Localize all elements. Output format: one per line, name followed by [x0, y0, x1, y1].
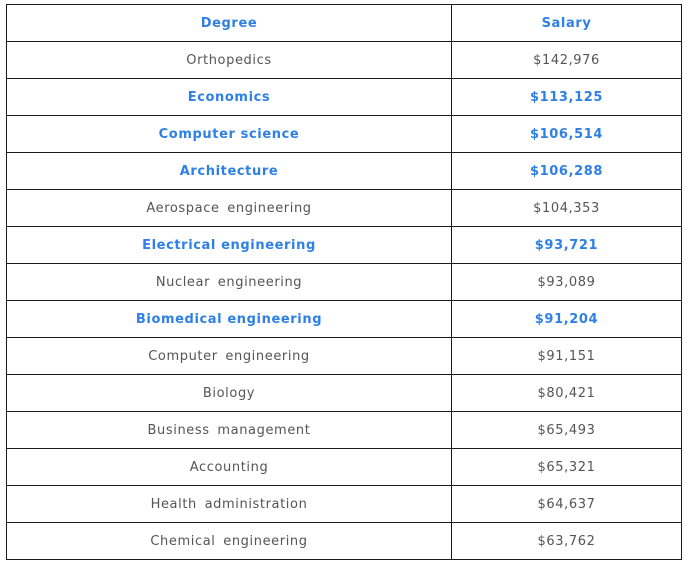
table-row	[7, 523, 682, 560]
table-row	[7, 375, 682, 412]
salary-cell: $91,151	[452, 338, 682, 375]
salary-cell: $104,353	[452, 190, 682, 227]
table-row	[7, 116, 682, 153]
degree-cell: Biology	[7, 375, 452, 412]
degree-cell: Business management	[7, 412, 452, 449]
table-header	[7, 5, 682, 42]
salary-cell: $80,421	[452, 375, 682, 412]
degree-cell: Computer engineering	[7, 338, 452, 375]
salary-cell: $93,089	[452, 264, 682, 301]
table-row	[7, 227, 682, 264]
table-row	[7, 449, 682, 486]
table-row	[7, 153, 682, 190]
salary-cell: $93,721	[452, 227, 682, 264]
table-row	[7, 412, 682, 449]
degree-cell: Biomedical engineering	[7, 301, 452, 338]
salary-cell: $63,762	[452, 523, 682, 560]
salary-cell: $113,125	[452, 79, 682, 116]
table-row	[7, 79, 682, 116]
degree-cell: Architecture	[7, 153, 452, 190]
salary-cell: $91,204	[452, 301, 682, 338]
table-row	[7, 486, 682, 523]
degree-cell: Health administration	[7, 486, 452, 523]
salary-cell: $65,321	[452, 449, 682, 486]
salary-cell: $106,288	[452, 153, 682, 190]
header-row	[7, 5, 682, 42]
salary-table	[6, 4, 682, 560]
salary-cell: $65,493	[452, 412, 682, 449]
salary-column-header: Salary	[452, 5, 682, 42]
table-row	[7, 42, 682, 79]
table-row	[7, 190, 682, 227]
table-body	[7, 42, 682, 560]
degree-cell: Economics	[7, 79, 452, 116]
degree-cell: Electrical engineering	[7, 227, 452, 264]
salary-cell: $142,976	[452, 42, 682, 79]
table-row	[7, 338, 682, 375]
degree-cell: Nuclear engineering	[7, 264, 452, 301]
salary-cell: $64,637	[452, 486, 682, 523]
degree-column-header: Degree	[7, 5, 452, 42]
salary-table-container	[6, 4, 682, 560]
degree-cell: Orthopedics	[7, 42, 452, 79]
salary-cell: $106,514	[452, 116, 682, 153]
degree-cell: Aerospace engineering	[7, 190, 452, 227]
degree-cell: Accounting	[7, 449, 452, 486]
degree-cell: Chemical engineering	[7, 523, 452, 560]
degree-cell: Computer science	[7, 116, 452, 153]
table-row	[7, 264, 682, 301]
table-row	[7, 301, 682, 338]
